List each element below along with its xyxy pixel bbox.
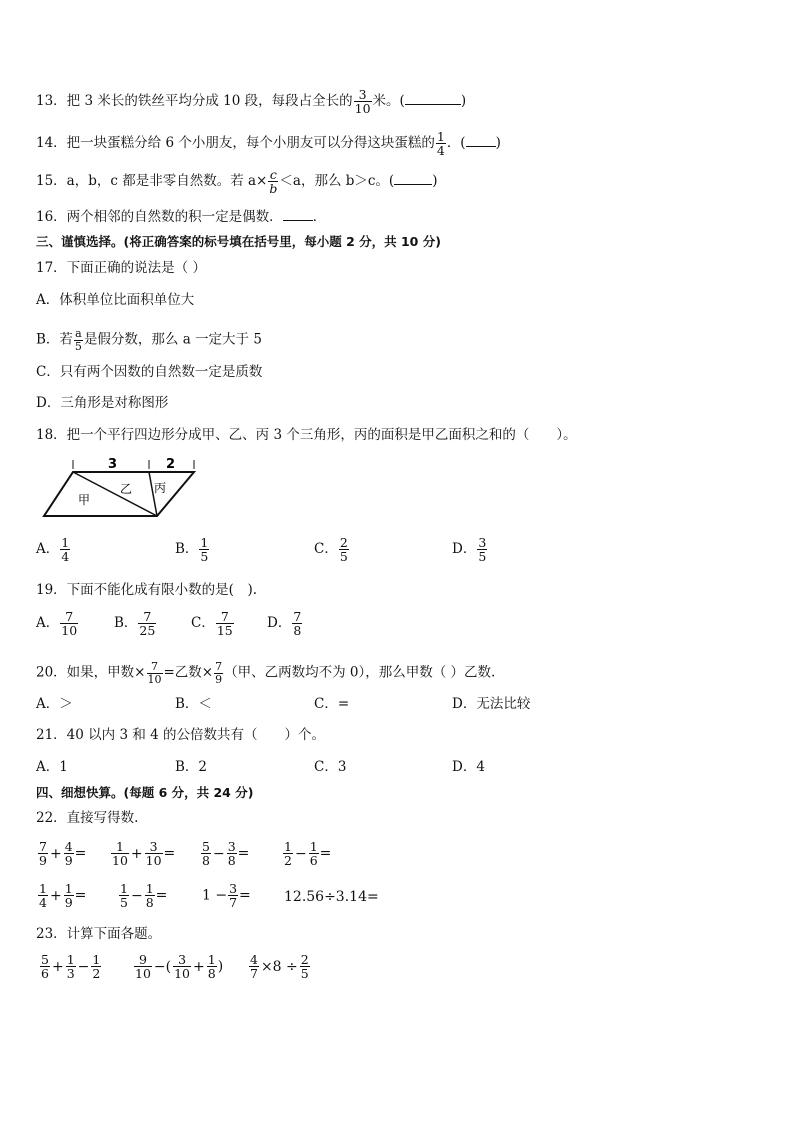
label-top-right: 2 xyxy=(166,457,176,472)
calc-22-7: 1 − $\frac{3}{7}$ = xyxy=(202,881,251,911)
calc-22-1: $\frac{7}{9}$ + $\frac{4}{9}$ = xyxy=(39,839,87,869)
question-22-stem: 22．直接写得数. xyxy=(36,810,139,826)
calc-23-3: $\frac{4}{7}$ ×8 ÷ $\frac{2}{5}$ xyxy=(250,952,309,982)
calc-23-1: $\frac{5}{6}$ + $\frac{1}{3}$ − $\frac{1}{2}$ xyxy=(41,952,101,982)
option-20-a[interactable]: A．＞ xyxy=(36,696,73,712)
section-3-heading: 三、谨慎选择。(将正确答案的标号填在括号里，每小题 2 分，共 10 分) xyxy=(36,234,441,249)
question-19-stem: 19．下面不能化成有限小数的是( ). xyxy=(36,582,258,598)
question-14: 14．把一块蛋糕分给 6 个小朋友，每个小朋友可以分得这块蛋糕的 $\frac{1}{4}$ ．( ) xyxy=(36,129,501,159)
answer-blank[interactable] xyxy=(283,220,313,221)
answer-blank[interactable] xyxy=(405,104,461,105)
fraction: $\frac{c}{b}$ xyxy=(269,167,278,197)
calc-22-3: $\frac{5}{8}$ − $\frac{3}{8}$ = xyxy=(202,839,250,869)
label-jia: 甲 xyxy=(78,493,91,507)
question-20-stem: 20．如果，甲数× $\frac{7}{10}$ =乙数× $\frac{7}{9}$ （甲、乙两数均不为 0），那么甲数（ ）乙数. xyxy=(36,660,496,686)
option-19-b[interactable]: B． $\frac{7}{25}$ xyxy=(114,609,156,639)
option-21-c[interactable]: C．3 xyxy=(314,759,347,775)
calc-22-4: $\frac{1}{2}$ − $\frac{1}{6}$ = xyxy=(284,839,332,869)
option-21-b[interactable]: B．2 xyxy=(175,759,208,775)
question-13: 13．把 3 米长的铁丝平均分成 10 段，每段占全长的 $\frac{3}{10}$ 米。( ) xyxy=(36,87,467,117)
option-17-a[interactable]: A．体积单位比面积单位大 xyxy=(36,292,195,308)
question-16: 16．两个相邻的自然数的积一定是偶数． ． xyxy=(36,209,327,225)
label-bing: 丙 xyxy=(154,481,167,495)
option-18-d[interactable]: D． $\frac{3}{5}$ xyxy=(452,535,487,565)
label-yi: 乙 xyxy=(120,482,133,496)
option-20-d[interactable]: D．无法比较 xyxy=(452,696,531,712)
calc-22-5: $\frac{1}{4}$ + $\frac{1}{9}$ = xyxy=(39,881,87,911)
calc-23-2: $\frac{9}{10}$ −( $\frac{3}{10}$ + $\frac{1}{8}$ ) xyxy=(135,952,224,982)
option-19-c[interactable]: C． $\frac{7}{15}$ xyxy=(191,609,233,639)
answer-blank[interactable] xyxy=(394,184,432,185)
answer-blank[interactable] xyxy=(466,146,496,147)
fraction: $\frac{1}{4}$ xyxy=(436,129,445,159)
fraction: $\frac{3}{10}$ xyxy=(354,87,371,117)
calc-22-8: 12.56÷3.14= xyxy=(284,889,379,905)
question-21-stem: 21．40 以内 3 和 4 的公倍数共有（ ）个。 xyxy=(36,727,325,743)
option-18-c[interactable]: C． $\frac{2}{5}$ xyxy=(314,535,348,565)
option-20-c[interactable]: C．= xyxy=(314,696,350,712)
option-21-d[interactable]: D．4 xyxy=(452,759,485,775)
calc-22-2: $\frac{1}{10}$ + $\frac{3}{10}$ = xyxy=(112,839,176,869)
option-20-b[interactable]: B．＜ xyxy=(175,696,212,712)
option-17-b[interactable]: B．若 $\frac{a}{5}$ 是假分数，那么 a 一定大于 5 xyxy=(36,327,262,353)
option-17-c[interactable]: C．只有两个因数的自然数一定是质数 xyxy=(36,364,263,380)
option-19-a[interactable]: A． $\frac{7}{10}$ xyxy=(36,609,78,639)
option-18-b[interactable]: B． $\frac{1}{5}$ xyxy=(175,535,209,565)
calc-22-6: $\frac{1}{5}$ − $\frac{1}{8}$ = xyxy=(120,881,168,911)
option-17-d[interactable]: D．三角形是对称图形 xyxy=(36,395,169,411)
parallelogram-outline xyxy=(44,472,194,516)
question-23-stem: 23．计算下面各题。 xyxy=(36,926,162,942)
question-15: 15．a，b，c 都是非零自然数。若 a× $\frac{c}{b}$ ＜a，那么 b＞c。( ) xyxy=(36,167,438,197)
question-17-stem: 17．下面正确的说法是（ ） xyxy=(36,260,206,276)
section-4-heading: 四、细想快算。(每题 6 分，共 24 分) xyxy=(36,785,254,800)
question-18-stem: 18．把一个平行四边形分成甲、乙、丙 3 个三角形，丙的面积是甲乙面积之和的（ ）。 xyxy=(36,427,577,443)
fraction: $\frac{a}{5}$ xyxy=(74,327,82,353)
option-19-d[interactable]: D． $\frac{7}{8}$ xyxy=(267,609,302,639)
parallelogram-figure xyxy=(40,455,200,521)
option-21-a[interactable]: A．1 xyxy=(36,759,68,775)
label-top-left: 3 xyxy=(108,457,118,472)
option-18-a[interactable]: A． $\frac{1}{4}$ xyxy=(36,535,70,565)
